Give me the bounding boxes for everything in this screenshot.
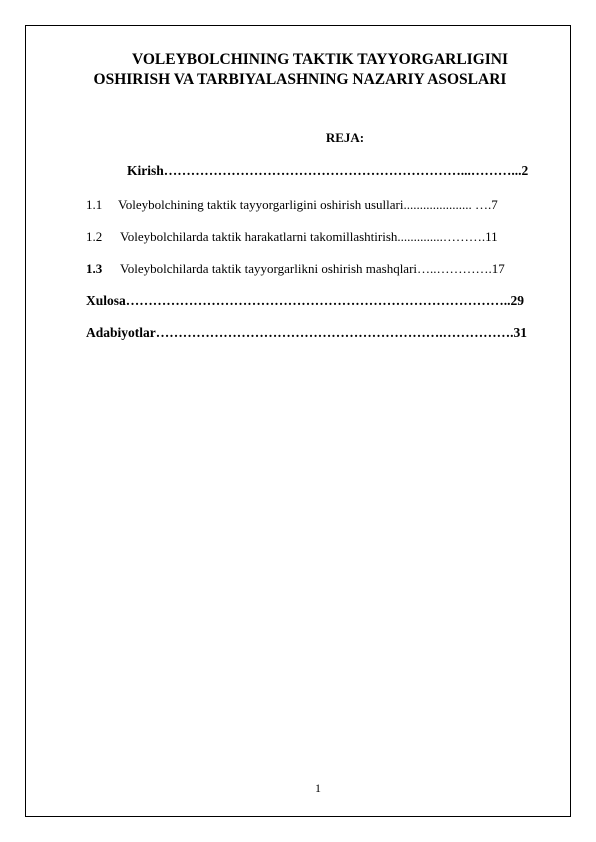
toc-entry-text: Voleybolchilarda taktik harakatlarni takomillashtirish..............……….11 bbox=[120, 229, 498, 244]
toc-entry-xulosa bbox=[86, 293, 524, 309]
toc-entry-text: Voleybolchilarda taktik tayyorgarlikni oshirish mashqlari…..………….17 bbox=[120, 261, 505, 276]
toc-entry-text: Xulosa…………………………………………………………………………..29 bbox=[86, 293, 525, 308]
toc-entry-number: 1.3 bbox=[86, 261, 103, 276]
toc-entry-kirish bbox=[127, 163, 528, 179]
toc-entry-1-1 bbox=[86, 197, 498, 213]
toc-entry-adabiyotlar bbox=[86, 325, 527, 341]
toc-entry-number: 1.1 bbox=[86, 197, 103, 212]
toc-entry-1-2 bbox=[86, 229, 498, 245]
document-title-line-1: VOLEYBOLCHINING TAKTIK TAYYORGARLIGINI bbox=[131, 51, 509, 68]
toc-entry-1-3 bbox=[86, 261, 505, 277]
toc-entry-number: 1.2 bbox=[86, 229, 103, 244]
page-number: 1 bbox=[315, 781, 321, 795]
document-title-line-2: OSHIRISH VA TARBIYALASHNING NAZARIY ASOSLARI bbox=[93, 71, 507, 88]
toc-entry-text: Adabiyotlar……………………………………………………….…………….31 bbox=[86, 325, 528, 340]
toc-entry-text: Voleybolchining taktik tayyorgarligini oshirish usullari..................... ….7 bbox=[118, 197, 498, 212]
plan-heading: REJA: bbox=[325, 130, 365, 145]
toc-entry-text: Kirish…………………………………………………………...………...2 bbox=[127, 163, 529, 178]
